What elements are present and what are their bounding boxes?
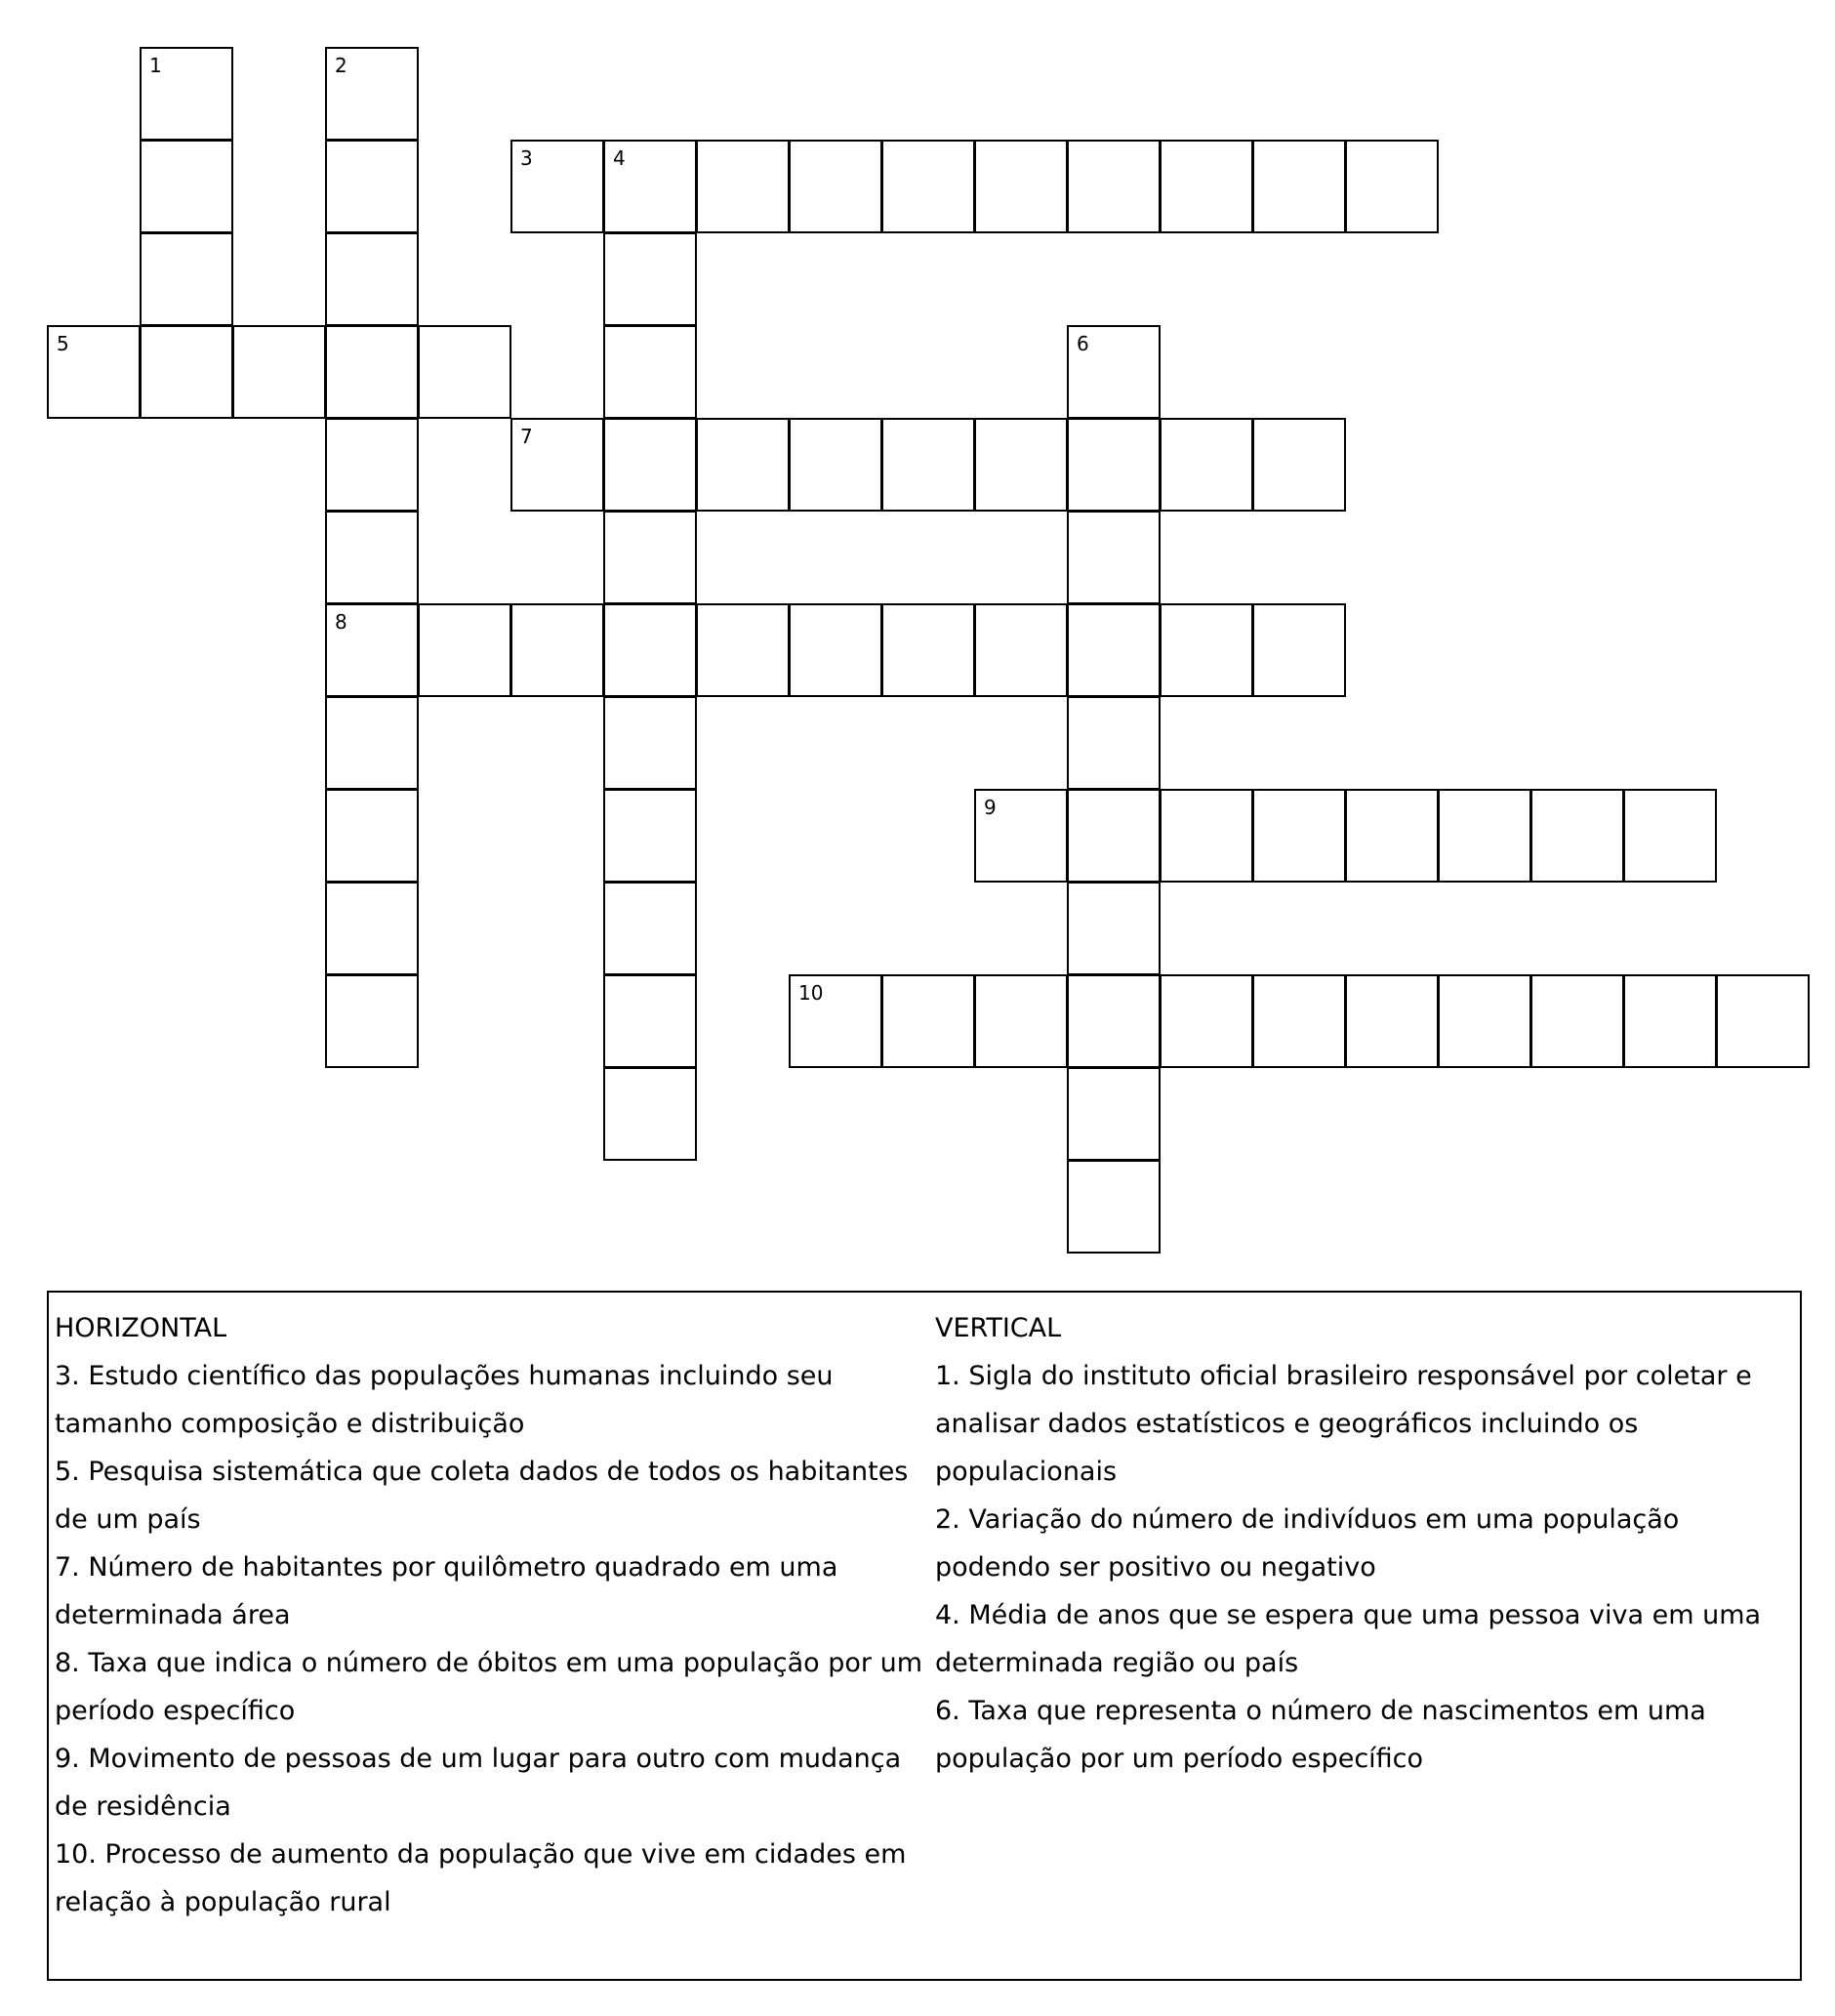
clue-number: 1 xyxy=(149,54,162,77)
clue-number: 7 xyxy=(520,425,533,448)
clue-horizontal-7: 7. Número de habitantes por quilômetro quadrado em uma determinada área xyxy=(55,1552,838,1630)
grid-cell[interactable] xyxy=(1716,974,1810,1068)
clue-horizontal-9: 9. Movimento de pessoas de um lugar para outro com mudança de residência xyxy=(55,1744,902,1822)
grid-cell[interactable] xyxy=(1252,418,1346,512)
grid-cell[interactable] xyxy=(1067,418,1161,512)
grid-cell[interactable] xyxy=(1067,974,1161,1068)
grid-cell[interactable] xyxy=(881,974,975,1068)
clue-vertical-2: 2. Variação do número de indivíduos em uma população podendo ser positivo ou negativo xyxy=(935,1504,1680,1583)
grid-cell[interactable] xyxy=(325,603,419,697)
clue-horizontal-10: 10. Processo de aumento da população que vive em cidades em relação à população rural xyxy=(55,1839,907,1917)
grid-cell[interactable] xyxy=(1623,974,1717,1068)
clue-vertical-6: 6. Taxa que representa o número de nascimentos em uma população por um período específico xyxy=(935,1696,1706,1774)
grid-cell[interactable] xyxy=(510,140,604,233)
grid-cell[interactable] xyxy=(325,696,419,790)
clue-number: 2 xyxy=(335,54,347,77)
grid-cell[interactable] xyxy=(1438,974,1531,1068)
grid-cell[interactable] xyxy=(140,140,233,233)
grid-cell[interactable] xyxy=(974,974,1068,1068)
horizontal-heading: HORIZONTAL xyxy=(55,1313,227,1343)
grid-cell[interactable] xyxy=(1067,140,1161,233)
grid-cell[interactable] xyxy=(1160,974,1253,1068)
grid-cell[interactable] xyxy=(1160,418,1253,512)
grid-cell[interactable] xyxy=(603,325,697,419)
grid-cell[interactable] xyxy=(881,603,975,697)
clue-number: 6 xyxy=(1077,332,1089,355)
vertical-clues xyxy=(935,1304,1794,1783)
grid-cell[interactable] xyxy=(47,325,141,419)
grid-cell[interactable] xyxy=(603,789,697,883)
grid-cell[interactable] xyxy=(1067,1160,1161,1254)
grid-cell[interactable] xyxy=(1067,882,1161,975)
grid-cell[interactable] xyxy=(1160,603,1253,697)
clue-number: 4 xyxy=(613,146,626,170)
grid-cell[interactable] xyxy=(510,603,604,697)
grid-cell[interactable] xyxy=(418,325,511,419)
clue-horizontal-3: 3. Estudo científico das populações humanas incluindo seu tamanho composição e distribuição xyxy=(55,1361,834,1439)
grid-cell[interactable] xyxy=(603,140,697,233)
grid-cell[interactable] xyxy=(1345,140,1439,233)
grid-cell[interactable] xyxy=(232,325,326,419)
grid-cell[interactable] xyxy=(1530,974,1624,1068)
grid-cell[interactable] xyxy=(1067,1067,1161,1161)
clue-number: 8 xyxy=(335,610,347,634)
grid-cell[interactable] xyxy=(1252,603,1346,697)
grid-cell[interactable] xyxy=(974,140,1068,233)
grid-cell[interactable] xyxy=(974,418,1068,512)
grid-cell[interactable] xyxy=(325,47,419,141)
grid-cell[interactable] xyxy=(325,511,419,604)
grid-cell[interactable] xyxy=(974,603,1068,697)
grid-cell[interactable] xyxy=(603,418,697,512)
grid-cell[interactable] xyxy=(881,418,975,512)
grid-cell[interactable] xyxy=(140,325,233,419)
grid-cell[interactable] xyxy=(1067,603,1161,697)
clues-box xyxy=(47,1291,1802,1981)
horizontal-clues xyxy=(55,1304,923,1926)
grid-cell[interactable] xyxy=(325,325,419,419)
grid-cell[interactable] xyxy=(789,974,882,1068)
clue-number: 5 xyxy=(57,332,69,355)
grid-cell[interactable] xyxy=(1252,140,1346,233)
grid-cell[interactable] xyxy=(1067,789,1161,883)
grid-cell[interactable] xyxy=(603,882,697,975)
clue-number: 10 xyxy=(798,981,824,1005)
grid-cell[interactable] xyxy=(140,47,233,141)
grid-cell[interactable] xyxy=(603,603,697,697)
grid-cell[interactable] xyxy=(603,232,697,326)
grid-cell[interactable] xyxy=(1160,789,1253,883)
grid-cell[interactable] xyxy=(1345,974,1439,1068)
grid-cell[interactable] xyxy=(325,974,419,1068)
grid-cell[interactable] xyxy=(325,789,419,883)
grid-cell[interactable] xyxy=(696,418,790,512)
grid-cell[interactable] xyxy=(1530,789,1624,883)
grid-cell[interactable] xyxy=(789,603,882,697)
vertical-heading: VERTICAL xyxy=(935,1313,1062,1343)
grid-cell[interactable] xyxy=(1067,511,1161,604)
grid-cell[interactable] xyxy=(881,140,975,233)
clue-vertical-1: 1. Sigla do instituto oficial brasileiro responsável por coletar e analisar dados estatísticos e geográficos incluindo os populacionais xyxy=(935,1361,1752,1487)
grid-cell[interactable] xyxy=(325,418,419,512)
grid-cell[interactable] xyxy=(1067,325,1161,419)
clue-vertical-4: 4. Média de anos que se espera que uma pessoa viva em uma determinada região ou país xyxy=(935,1600,1762,1678)
grid-cell[interactable] xyxy=(325,882,419,975)
clue-horizontal-5: 5. Pesquisa sistemática que coleta dados de todos os habitantes de um país xyxy=(55,1457,909,1535)
grid-cell[interactable] xyxy=(696,140,790,233)
grid-cell[interactable] xyxy=(603,696,697,790)
grid-cell[interactable] xyxy=(789,140,882,233)
grid-cell[interactable] xyxy=(1438,789,1531,883)
clue-horizontal-8: 8. Taxa que indica o número de óbitos em uma população por um período específico xyxy=(55,1648,923,1726)
grid-cell[interactable] xyxy=(325,232,419,326)
grid-cell[interactable] xyxy=(1252,789,1346,883)
grid-cell[interactable] xyxy=(696,603,790,697)
grid-cell[interactable] xyxy=(1252,974,1346,1068)
grid-cell[interactable] xyxy=(603,511,697,604)
grid-cell[interactable] xyxy=(1067,696,1161,790)
grid-cell[interactable] xyxy=(140,232,233,326)
grid-cell[interactable] xyxy=(418,603,511,697)
clue-number: 3 xyxy=(520,146,533,170)
grid-cell[interactable] xyxy=(974,789,1068,883)
grid-cell[interactable] xyxy=(1160,140,1253,233)
grid-cell[interactable] xyxy=(603,1067,697,1161)
grid-cell[interactable] xyxy=(789,418,882,512)
grid-cell[interactable] xyxy=(1623,789,1717,883)
grid-cell[interactable] xyxy=(510,418,604,512)
grid-cell[interactable] xyxy=(1345,789,1439,883)
grid-cell[interactable] xyxy=(325,140,419,233)
clue-number: 9 xyxy=(984,796,997,819)
grid-cell[interactable] xyxy=(603,974,697,1068)
